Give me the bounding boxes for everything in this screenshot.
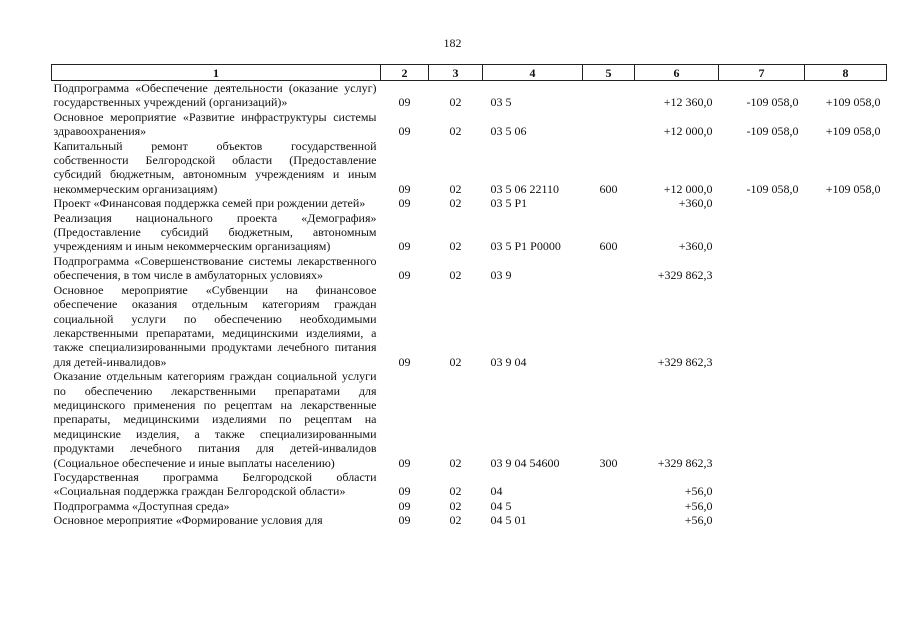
row-expense-type [583, 513, 635, 527]
row-target-code: 04 5 [490, 498, 512, 513]
header-col-4: 4 [483, 65, 583, 81]
header-col-8: 8 [805, 65, 887, 81]
table-row [52, 283, 887, 369]
table-row [52, 470, 887, 499]
row-amount-col6: +360,0 [678, 239, 713, 254]
row-expense-type [583, 470, 635, 499]
row-section: 09 [398, 498, 411, 513]
row-amount-col6: +56,0 [684, 513, 713, 528]
table-row [52, 254, 887, 283]
row-amount-col8 [805, 499, 887, 513]
row-target-code: 03 5 P1 P0000 [490, 239, 561, 254]
row-amount-col8 [805, 254, 887, 283]
row-description: Основное мероприятие «Формирование условия для [53, 513, 323, 528]
row-amount-col7 [719, 369, 805, 470]
row-description: Государственная программа Белгородской области «Социальная поддержка граждан Белгородской области» [53, 469, 377, 499]
row-subsection: 02 [449, 239, 462, 254]
row-subsection: 02 [449, 196, 462, 211]
row-amount-col8 [805, 470, 887, 499]
table-row [52, 513, 887, 527]
row-amount-col6: +360,0 [678, 196, 713, 211]
row-target-code: 03 5 P1 [490, 196, 528, 211]
row-expense-type [583, 81, 635, 110]
row-amount-col7 [719, 196, 805, 210]
header-col-2: 2 [381, 65, 429, 81]
row-description: Подпрограмма «Совершенствование системы лекарственного обеспечения, в том числе в амбулаторных условиях» [53, 253, 377, 283]
row-target-code: 03 9 04 54600 [490, 455, 560, 470]
row-subsection: 02 [449, 95, 462, 110]
row-expense-type: 600 [599, 181, 618, 196]
row-amount-col7: -109 058,0 [746, 124, 799, 139]
row-amount-col6: +12 000,0 [663, 181, 713, 196]
row-amount-col7: -109 058,0 [746, 181, 799, 196]
table-row [52, 139, 887, 197]
row-target-code: 03 9 04 [490, 354, 527, 369]
row-amount-col6: +329 862,3 [657, 268, 713, 283]
row-amount-col7 [719, 470, 805, 499]
row-target-code: 03 5 06 [490, 124, 527, 139]
row-section: 09 [398, 513, 411, 528]
header-col-7: 7 [719, 65, 805, 81]
row-expense-type [583, 254, 635, 283]
row-subsection: 02 [449, 498, 462, 513]
page-number: 182 [443, 36, 462, 50]
row-amount-col8 [805, 196, 887, 210]
row-amount-col6: +56,0 [684, 498, 713, 513]
row-description: Капитальный ремонт объектов государственной собственности Белгородской области (Предоставление субсидий бюджетным, автономным учреждениям и иным некоммерческим организациям) [53, 138, 377, 196]
row-subsection: 02 [449, 513, 462, 528]
row-target-code: 03 9 [490, 268, 512, 283]
budget-table [51, 64, 887, 528]
row-amount-col7: -109 058,0 [746, 95, 799, 110]
row-expense-type: 600 [599, 239, 618, 254]
row-amount-col8: +109 058,0 [825, 181, 881, 196]
row-amount-col7 [719, 211, 805, 254]
row-subsection: 02 [449, 455, 462, 470]
row-expense-type [583, 283, 635, 369]
row-amount-col8 [805, 211, 887, 254]
row-amount-col7 [719, 513, 805, 527]
table-row [52, 369, 887, 470]
row-amount-col8 [805, 513, 887, 527]
row-subsection: 02 [449, 354, 462, 369]
row-section: 09 [398, 239, 411, 254]
row-amount-col6: +329 862,3 [657, 354, 713, 369]
row-section: 09 [398, 95, 411, 110]
row-subsection: 02 [449, 124, 462, 139]
row-amount-col6: +12 000,0 [663, 124, 713, 139]
row-description: Реализация национального проекта «Демография» (Предоставление субсидий бюджетным, автономным учреждениям и иным некоммерческим организациям) [53, 210, 377, 254]
table-row [52, 81, 887, 110]
row-section: 09 [398, 268, 411, 283]
row-section: 09 [398, 354, 411, 369]
header-col-6: 6 [635, 65, 719, 81]
header-col-3: 3 [429, 65, 483, 81]
row-section: 09 [398, 455, 411, 470]
row-amount-col8: +109 058,0 [825, 95, 881, 110]
table-row [52, 196, 887, 210]
row-description: Подпрограмма «Обеспечение деятельности (оказание услуг) государственных учреждений (организаций)» [53, 81, 377, 110]
row-section: 09 [398, 124, 411, 139]
row-section: 09 [398, 196, 411, 211]
row-expense-type [583, 110, 635, 139]
row-description: Оказание отдельным категориям граждан социальной услуги по обеспечению лекарственными препаратами для медицинского применения по рецептам на лекарственные препараты, медицинскими изделиями по рецептам на медицинские изделия, а также специализированными продуктами лечебного питания для детей-инвалидов (Социальное обеспечение и иные выплаты населению) [53, 369, 377, 470]
row-description: Проект «Финансовая поддержка семей при рождении детей» [53, 196, 366, 211]
row-amount-col8: +109 058,0 [825, 124, 881, 139]
row-amount-col7 [719, 254, 805, 283]
row-description: Основное мероприятие «Субвенции на финансовое обеспечение оказания отдельным категориям граждан социальной услуги по обеспечению необходимыми лекарственными препаратами, медицинскими изделиями, а также специализированными продуктами лечебного питания для детей-инвалидов» [53, 282, 377, 369]
table-row [52, 499, 887, 513]
row-amount-col6: +56,0 [684, 484, 713, 499]
row-description: Основное мероприятие «Развитие инфраструктуры системы здравоохранения» [53, 109, 377, 139]
row-expense-type [583, 196, 635, 210]
row-description: Подпрограмма «Доступная среда» [53, 498, 230, 513]
row-subsection: 02 [449, 181, 462, 196]
row-amount-col7 [719, 499, 805, 513]
row-amount-col7 [719, 283, 805, 369]
row-target-code: 04 [490, 484, 503, 499]
table-row [52, 110, 887, 139]
row-section: 09 [398, 181, 411, 196]
header-col-5: 5 [583, 65, 635, 81]
row-amount-col6: +12 360,0 [663, 95, 713, 110]
row-subsection: 02 [449, 484, 462, 499]
row-expense-type [583, 499, 635, 513]
row-amount-col8 [805, 283, 887, 369]
row-expense-type: 300 [599, 455, 618, 470]
row-target-code: 03 5 [490, 95, 512, 110]
row-target-code: 04 5 01 [490, 513, 527, 528]
table-row [52, 211, 887, 254]
header-row [52, 65, 887, 81]
row-amount-col8 [805, 369, 887, 470]
row-target-code: 03 5 06 22110 [490, 181, 560, 196]
row-subsection: 02 [449, 268, 462, 283]
header-col-1: 1 [52, 65, 381, 81]
row-section: 09 [398, 484, 411, 499]
row-amount-col6: +329 862,3 [657, 455, 713, 470]
